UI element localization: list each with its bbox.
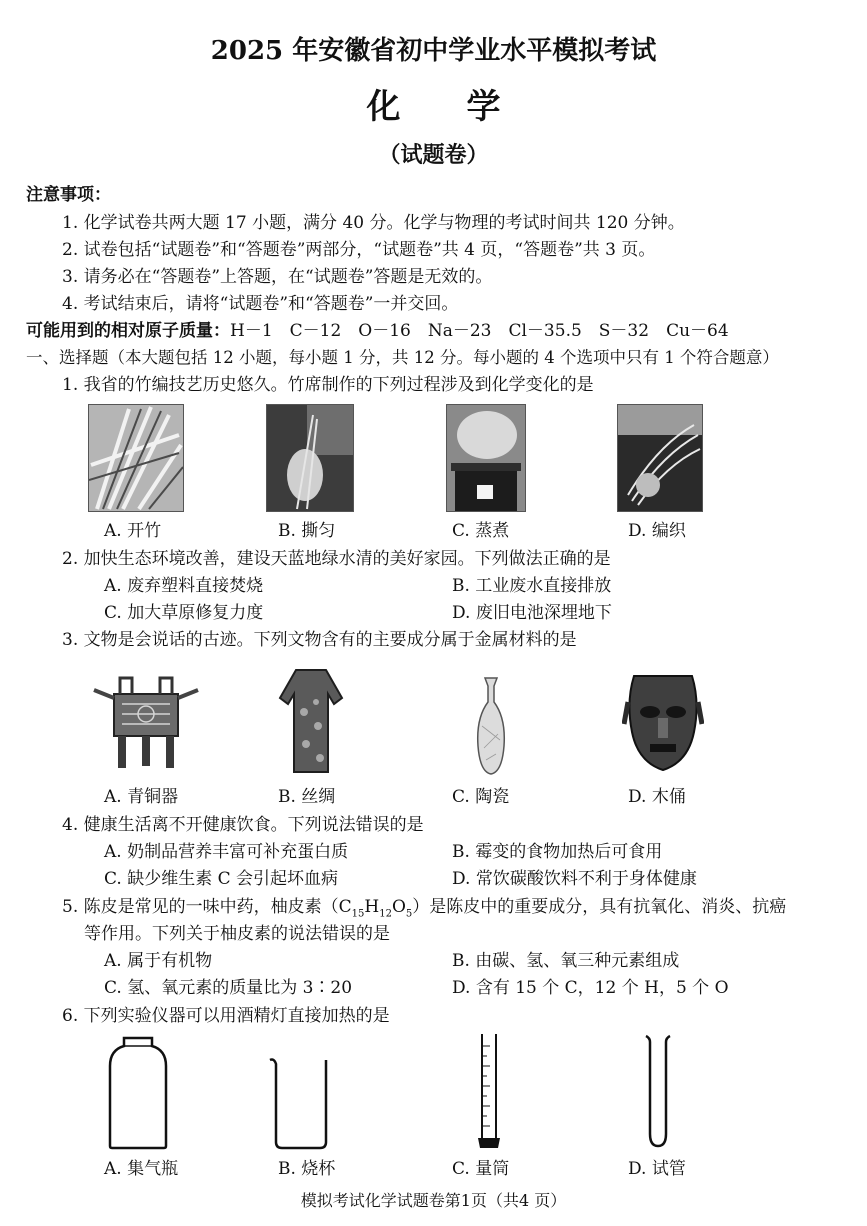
section-heading: 一、选择题（本大题包括 12 小题，每小题 1 分，共 12 分。每小题的 4 个选项中只有 1 个符合题意）: [26, 348, 779, 367]
q6-beaker-drawing: [268, 1056, 330, 1150]
q6-graduated-cylinder-drawing: [476, 1032, 502, 1152]
q5-option-a: A. 属于有机物: [104, 951, 213, 971]
q5-stem-part-a: 5. 陈皮是常见的一味中药，柚皮素（: [62, 897, 339, 917]
q4-stem: 4. 健康生活离不开健康饮食。下列说法错误的是: [62, 815, 424, 835]
atomic-masses: [26, 320, 729, 342]
q6-test-tube-drawing: [644, 1034, 672, 1150]
notes-heading: 注意事项：: [26, 185, 111, 205]
q3-bronze-ware-image: [90, 668, 202, 772]
q3-option-a: A. 青铜器: [104, 787, 179, 807]
q2-option-c: C. 加大草原修复力度: [104, 603, 264, 623]
q3-stem: 3. 文物是会说话的古迹。下列文物含有的主要成分属于金属材料的是: [62, 630, 577, 650]
q1-option-a: A. 开竹: [104, 521, 162, 541]
subject-title: 化学: [366, 87, 567, 127]
atomic-masses-values: H－1 C－12 O－16 Na－23 Cl－35.5 S－32 Cu－64: [230, 321, 729, 341]
paper-type: （试题卷）: [378, 142, 489, 168]
naringenin-formula: $C_{15}H_{12}O_5$: [338, 897, 413, 920]
q6-gas-jar-drawing: [108, 1036, 168, 1150]
q6-option-a: A. 集气瓶: [104, 1159, 179, 1179]
q5-option-d: D. 含有 15 个 C，12 个 H，5 个 O: [452, 978, 729, 998]
q6-stem: 6. 下列实验仪器可以用酒精灯直接加热的是: [62, 1006, 390, 1026]
note-item-2: 2. 试卷包括“试题卷”和“答题卷”两部分，“试题卷”共 4 页，“答题卷”共 3 页。: [62, 240, 656, 260]
q5-stem-part-b: ）是陈皮中的重要成分，具有抗氧化、消炎、抗癌: [412, 897, 787, 917]
q1-option-b: B. 撕匀: [278, 521, 336, 541]
note-item-1: 1. 化学试卷共两大题 17 小题，满分 40 分。化学与物理的考试时间共 120 分钟。: [62, 213, 685, 233]
q1-photo-weaving: [617, 404, 703, 512]
q6-option-b: B. 烧杯: [278, 1159, 336, 1179]
q1-option-c: C. 蒸煮: [452, 521, 510, 541]
exam-title: 2025 年安徽省初中学业水平模拟考试: [210, 36, 657, 66]
q4-option-c: C. 缺少维生素 C 会引起坏血病: [104, 869, 339, 889]
q5-stem-line2: 等作用。下列关于柚皮素的说法错误的是: [84, 924, 390, 944]
q5-option-c: C. 氢、氧元素的质量比为 3∶20: [104, 978, 353, 998]
q5-option-b: B. 由碳、氢、氧三种元素组成: [452, 951, 680, 971]
q3-option-d: D. 木俑: [628, 787, 686, 807]
q3-option-b: B. 丝绸: [278, 787, 336, 807]
q1-photo-steaming-boiling: [446, 404, 526, 512]
q3-wooden-figurine-image: [622, 672, 704, 772]
q3-silk-garment-image: [278, 668, 344, 774]
q1-photo-splitting-bamboo: [88, 404, 184, 512]
q1-photo-tearing-strips: [266, 404, 354, 512]
note-item-3: 3. 请务必在“答题卷”上答题，在“试题卷”答题是无效的。: [62, 267, 493, 287]
q2-stem: 2. 加快生态环境改善，建设天蓝地绿水清的美好家园。下列做法正确的是: [62, 549, 611, 569]
q4-option-b: B. 霉变的食物加热后可食用: [452, 842, 663, 862]
q3-option-c: C. 陶瓷: [452, 787, 510, 807]
q6-option-d: D. 试管: [628, 1159, 686, 1179]
q3-porcelain-vase-image: [474, 676, 508, 776]
q6-option-c: C. 量筒: [452, 1159, 510, 1179]
q2-option-a: A. 废弃塑料直接焚烧: [104, 576, 264, 596]
note-item-4: 4. 考试结束后，请将“试题卷”和“答题卷”一并交回。: [62, 294, 459, 314]
q2-option-d: D. 废旧电池深埋地下: [452, 603, 612, 623]
q1-option-d: D. 编织: [628, 521, 686, 541]
q4-option-a: A. 奶制品营养丰富可补充蛋白质: [104, 842, 349, 862]
q4-option-d: D. 常饮碳酸饮料不利于身体健康: [452, 869, 697, 889]
q2-option-b: B. 工业废水直接排放: [452, 576, 612, 596]
q1-stem: 1. 我省的竹编技艺历史悠久。竹席制作的下列过程涉及到化学变化的是: [62, 375, 594, 395]
page-footer: 模拟考试化学试题卷第1页（共4 页）: [300, 1191, 567, 1210]
atomic-masses-label: 可能用到的相对原子质量：: [26, 321, 230, 341]
q5-stem-line1: [62, 896, 786, 918]
